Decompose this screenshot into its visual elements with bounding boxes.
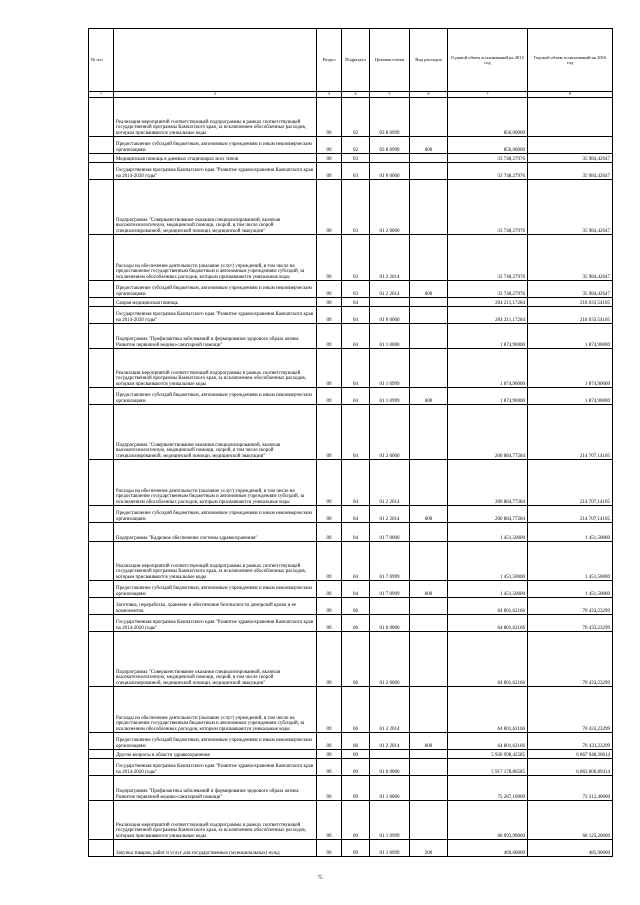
cell-2016: 214 707,14105	[528, 460, 613, 506]
header-row	[89, 29, 613, 92]
cell-subsection: 04	[342, 581, 370, 598]
cell-subsection: 06	[342, 632, 370, 687]
cell-section: 09	[317, 154, 342, 163]
cell-num	[89, 750, 114, 759]
cell-expense: 600	[410, 137, 448, 154]
cell-subsection: 03	[342, 154, 370, 163]
cell-subsection: 04	[342, 324, 370, 349]
cell-2015: 850,00000	[448, 98, 528, 137]
cell-subsection: 04	[342, 349, 370, 388]
cell-expense: 600	[410, 581, 448, 598]
cell-expense	[410, 163, 448, 180]
cell-2016: 35 984,42647	[528, 180, 613, 235]
cell-section: 09	[317, 298, 342, 307]
cell-2016: 1 451,50000	[528, 581, 613, 598]
cell-subsection: 03	[342, 163, 370, 180]
table-row	[89, 733, 613, 750]
header-expense: Вид расходов	[410, 29, 448, 92]
cell-name: Заготовка, переработка, хранение и обеспечение безопасности донорской крови и ее компонентов	[114, 598, 317, 615]
document-sheet	[88, 28, 612, 857]
column-number: 6	[410, 92, 448, 98]
cell-subsection: 09	[342, 776, 370, 801]
cell-num	[89, 405, 114, 460]
cell-2015: 64 801,62166	[448, 615, 528, 632]
cell-2015: 460,60000	[448, 840, 528, 857]
cell-section: 09	[317, 405, 342, 460]
cell-subsection: 04	[342, 460, 370, 506]
cell-section: 09	[317, 733, 342, 750]
table-row	[89, 776, 613, 801]
cell-section: 09	[317, 615, 342, 632]
cell-subsection: 09	[342, 840, 370, 857]
cell-subsection: 04	[342, 405, 370, 460]
cell-subsection: 06	[342, 687, 370, 733]
cell-num	[89, 154, 114, 163]
table-row	[89, 349, 613, 388]
cell-name: Подпрограмма "Профилактика заболеваний и формирование здорового образа жизни. Развитие первичной медико-санитарной помощи"	[114, 324, 317, 349]
cell-target: 01 2 2014	[370, 235, 410, 281]
table-row	[89, 840, 613, 857]
table-row	[89, 405, 613, 460]
cell-section: 09	[317, 235, 342, 281]
table-row	[89, 523, 613, 542]
cell-name: Предоставление субсидий бюджетным, автономным учреждениям и иным некоммерческим организациям	[114, 581, 317, 598]
cell-target	[370, 298, 410, 307]
cell-target: 01 0 0000	[370, 163, 410, 180]
table-row	[89, 324, 613, 349]
cell-num	[89, 776, 114, 801]
header-2016: Годовой объем ассигнований на 2016 год	[528, 29, 613, 92]
cell-2016: 485,90000	[528, 840, 613, 857]
cell-num	[89, 759, 114, 776]
cell-num	[89, 388, 114, 405]
cell-name: Расходы на обеспечение деятельности (оказание услуг) учреждений, в том числе на предоставление государственным бюджетным и автономным учреждениям субсидий, за исключением обособленных расходов, которым присваиваются уникальные коды	[114, 235, 317, 281]
cell-name: Реализация мероприятий соответствующей подпрограммы в рамках соответствующей государственной программы Камчатского края, за исключением обособленных расходов, которым присваиваются уникальные коды	[114, 542, 317, 581]
cell-2016: 1 874,90000	[528, 324, 613, 349]
cell-name: Подпрограмма "Кадровое обеспечение системы здравоохранения"	[114, 523, 317, 542]
cell-target: 01 7 0999	[370, 581, 410, 598]
cell-subsection: 06	[342, 733, 370, 750]
table-row	[89, 235, 613, 281]
cell-section: 09	[317, 163, 342, 180]
cell-target: 01 1 0999	[370, 388, 410, 405]
cell-subsection: 09	[342, 759, 370, 776]
cell-section: 09	[317, 840, 342, 857]
table-row	[89, 281, 613, 298]
cell-section: 09	[317, 281, 342, 298]
cell-name: Предоставление субсидий бюджетным, автономным учреждениям и иным некоммерческим организациям	[114, 281, 317, 298]
table-row	[89, 98, 613, 137]
cell-name: Предоставление субсидий бюджетным, автономным учреждениям и иным некоммерческим организациям	[114, 137, 317, 154]
cell-section: 09	[317, 506, 342, 523]
cell-2015: 5 936 998,42585	[448, 750, 528, 759]
table-row	[89, 154, 613, 163]
cell-expense	[410, 324, 448, 349]
table-row	[89, 180, 613, 235]
cell-num	[89, 506, 114, 523]
cell-target: 01 2 2014	[370, 460, 410, 506]
table-row	[89, 163, 613, 180]
cell-name: Предоставление субсидий бюджетным, автономным учреждениям и иным некоммерческим организациям	[114, 388, 317, 405]
cell-2015: 204 211,17284	[448, 298, 528, 307]
cell-num	[89, 542, 114, 581]
cell-expense	[410, 750, 448, 759]
column-number: 7	[448, 92, 528, 98]
cell-section: 09	[317, 460, 342, 506]
cell-num	[89, 298, 114, 307]
cell-2015: 1 874,90000	[448, 324, 528, 349]
cell-num	[89, 98, 114, 137]
cell-2015: 1 451,50000	[448, 542, 528, 581]
cell-2016: 70 433,23299	[528, 615, 613, 632]
cell-num	[89, 523, 114, 542]
cell-expense	[410, 180, 448, 235]
cell-subsection: 02	[342, 98, 370, 137]
cell-name: Подпрограмма "Совершенствование оказания специализированной, включая высокотехнологичную, медицинской помощи, скорой, в том числе скорой специализированной, медицинской помощи, медицинской эвакуации"	[114, 180, 317, 235]
cell-expense	[410, 298, 448, 307]
cell-2016: 218 033,54105	[528, 298, 613, 307]
cell-name: Государственная программа Камчатского края "Развитие здравоохранения Камчатского края на 2014-2020 годы"	[114, 163, 317, 180]
cell-target: 01 0 0000	[370, 307, 410, 324]
table-row	[89, 137, 613, 154]
cell-2016: 1 874,90000	[528, 349, 613, 388]
cell-2016: 1 451,50000	[528, 542, 613, 581]
cell-expense	[410, 460, 448, 506]
cell-subsection: 03	[342, 180, 370, 235]
cell-expense	[410, 801, 448, 840]
cell-target: 01 1 0999	[370, 349, 410, 388]
cell-target: 01 0 0000	[370, 759, 410, 776]
cell-subsection: 03	[342, 281, 370, 298]
cell-expense	[410, 307, 448, 324]
table-row	[89, 460, 613, 506]
cell-num	[89, 615, 114, 632]
cell-num	[89, 349, 114, 388]
cell-2015: 204 211,17284	[448, 307, 528, 324]
cell-subsection: 09	[342, 801, 370, 840]
cell-name: Реализация мероприятий соответствующей подпрограммы в рамках соответствующей государственной программы Камчатского края, за исключением обособленных расходов, которым присваиваются уникальные коды	[114, 349, 317, 388]
cell-2016: 70 433,23299	[528, 687, 613, 733]
cell-section: 09	[317, 632, 342, 687]
cell-target	[370, 750, 410, 759]
cell-target: 01 2 2014	[370, 687, 410, 733]
header-num: № п/п	[89, 29, 114, 92]
cell-2016: 70 433,23299	[528, 733, 613, 750]
column-number: 8	[528, 92, 613, 98]
cell-expense	[410, 98, 448, 137]
cell-num	[89, 235, 114, 281]
cell-name: Медицинская помощь в дневных стационарах всех типов	[114, 154, 317, 163]
cell-name: Подпрограмма "Профилактика заболеваний и формирование здорового образа жизни. Развитие первичной медико-санитарной помощи"	[114, 776, 317, 801]
cell-2015: 33 748,27976	[448, 180, 528, 235]
cell-section: 09	[317, 98, 342, 137]
cell-section: 09	[317, 687, 342, 733]
cell-name: Реализация мероприятий соответствующей подпрограммы в рамках соответствующей государственной программы Камчатского края, за исключением обособленных расходов, которым присваиваются уникальные коды	[114, 801, 317, 840]
cell-subsection: 04	[342, 523, 370, 542]
cell-expense	[410, 154, 448, 163]
cell-2015: 1 451,50000	[448, 581, 528, 598]
cell-section: 09	[317, 598, 342, 615]
cell-target: 01 2 0000	[370, 180, 410, 235]
page-number: 75	[317, 876, 323, 881]
cell-section: 09	[317, 776, 342, 801]
cell-expense	[410, 235, 448, 281]
cell-2015: 1 874,90000	[448, 349, 528, 388]
table-row	[89, 687, 613, 733]
cell-2015: 64 801,62166	[448, 632, 528, 687]
cell-2016: 218 033,54105	[528, 307, 613, 324]
cell-2015: 64 801,62166	[448, 687, 528, 733]
cell-expense	[410, 598, 448, 615]
cell-2016: 1 451,50000	[528, 523, 613, 542]
cell-target: 01 2 2014	[370, 281, 410, 298]
cell-target: 03 8 0999	[370, 98, 410, 137]
table-row	[89, 298, 613, 307]
cell-expense: 200	[410, 840, 448, 857]
cell-expense	[410, 405, 448, 460]
cell-target: 01 1 0999	[370, 840, 410, 857]
cell-target: 03 8 0999	[370, 137, 410, 154]
cell-2015: 33 748,27976	[448, 154, 528, 163]
cell-subsection: 04	[342, 542, 370, 581]
table-row	[89, 750, 613, 759]
cell-2015: 33 748,27976	[448, 281, 528, 298]
cell-target	[370, 598, 410, 615]
table-row	[89, 506, 613, 523]
cell-2016: 35 984,42647	[528, 163, 613, 180]
cell-num	[89, 460, 114, 506]
cell-section: 09	[317, 750, 342, 759]
cell-expense: 600	[410, 733, 448, 750]
column-number: 4	[342, 92, 370, 98]
cell-name: Государственная программа Камчатского края "Развитие здравоохранения Камчатского края на 2014-2020 годы"	[114, 615, 317, 632]
cell-num	[89, 281, 114, 298]
table-row	[89, 388, 613, 405]
column-number: 1	[89, 92, 114, 98]
cell-num	[89, 598, 114, 615]
table-row	[89, 632, 613, 687]
cell-section: 09	[317, 542, 342, 581]
cell-2015: 64 801,62166	[448, 733, 528, 750]
cell-2015: 33 748,27976	[448, 235, 528, 281]
cell-2015: 68 093,90000	[448, 801, 528, 840]
cell-subsection: 03	[342, 235, 370, 281]
cell-subsection: 09	[342, 750, 370, 759]
table-row	[89, 307, 613, 324]
cell-name: Государственная программа Камчатского края "Развитие здравоохранения Камчатского края на 2014-2020 годы"	[114, 759, 317, 776]
cell-2016: 35 984,42647	[528, 281, 613, 298]
cell-num	[89, 687, 114, 733]
cell-expense	[410, 632, 448, 687]
budget-table	[88, 28, 613, 857]
cell-name: Подпрограмма "Совершенствование оказания специализированной, включая высокотехнологичную, медицинской помощи, скорой, в том числе скорой специализированной, медицинской помощи, медицинской эвакуации"	[114, 405, 317, 460]
cell-section: 09	[317, 581, 342, 598]
cell-subsection: 06	[342, 615, 370, 632]
table-body	[89, 98, 613, 857]
cell-target: 01 0 0000	[370, 615, 410, 632]
table-row	[89, 759, 613, 776]
cell-2015: 75 287,10000	[448, 776, 528, 801]
cell-name: Предоставление субсидий бюджетным, автономным учреждениям и иным некоммерческим организациям	[114, 506, 317, 523]
cell-2015: 200 884,77284	[448, 405, 528, 460]
cell-name: Предоставление субсидий бюджетным, автономным учреждениям и иным некоммерческим организациям	[114, 733, 317, 750]
cell-expense	[410, 776, 448, 801]
cell-num	[89, 324, 114, 349]
cell-section: 09	[317, 388, 342, 405]
cell-section: 09	[317, 307, 342, 324]
cell-target: 01 2 0000	[370, 632, 410, 687]
cell-subsection: 04	[342, 388, 370, 405]
cell-target: 01 2 2014	[370, 506, 410, 523]
cell-num	[89, 733, 114, 750]
column-number: 5	[370, 92, 410, 98]
cell-name: Расходы на обеспечение деятельности (оказание услуг) учреждений, в том числе на предоставление государственным бюджетным и автономным учреждениям субсидий, за исключением обособленных расходов, которым присваиваются уникальные коды	[114, 460, 317, 506]
cell-2015: 200 884,77284	[448, 506, 528, 523]
column-number: 2	[114, 92, 317, 98]
cell-target: 01 1 0000	[370, 324, 410, 349]
header-subsection: Подраздел	[342, 29, 370, 92]
cell-expense	[410, 615, 448, 632]
cell-section: 09	[317, 180, 342, 235]
header-name	[114, 29, 317, 92]
cell-expense: 600	[410, 506, 448, 523]
cell-2015: 850,00000	[448, 137, 528, 154]
cell-2016: 6 867 948,30614	[528, 750, 613, 759]
cell-2016: 75 312,40000	[528, 776, 613, 801]
cell-num	[89, 840, 114, 857]
header-section: Раздел	[317, 29, 342, 92]
cell-target: 01 7 0999	[370, 542, 410, 581]
cell-expense: 600	[410, 281, 448, 298]
cell-target	[370, 154, 410, 163]
cell-section: 09	[317, 349, 342, 388]
cell-2016: 70 433,23299	[528, 598, 613, 615]
cell-2016: 70 433,23299	[528, 632, 613, 687]
cell-2016: 214 707,14105	[528, 405, 613, 460]
cell-expense	[410, 687, 448, 733]
cell-2016: 68 123,20000	[528, 801, 613, 840]
cell-2016: 214 707,14105	[528, 506, 613, 523]
cell-name: Расходы на обеспечение деятельности (оказание услуг) учреждений, в том числе на предоставление государственным бюджетным и автономным учреждениям субсидий, за исключением обособленных расходов, которым присваиваются уникальные коды	[114, 687, 317, 733]
cell-num	[89, 163, 114, 180]
cell-2016	[528, 137, 613, 154]
cell-expense: 600	[410, 388, 448, 405]
column-number: 3	[317, 92, 342, 98]
cell-num	[89, 180, 114, 235]
header-2015: Годовой объем ассигнований на 2015 год	[448, 29, 528, 92]
cell-2015: 33 748,27976	[448, 163, 528, 180]
cell-name: Подпрограмма "Совершенствование оказания специализированной, включая высокотехнологичную, медицинской помощи, скорой, в том числе скорой специализированной, медицинской помощи, медицинской эвакуации"	[114, 632, 317, 687]
cell-target: 01 7 0000	[370, 523, 410, 542]
table-row	[89, 615, 613, 632]
cell-name: Скорая медицинская помощь	[114, 298, 317, 307]
cell-target: 01 2 2014	[370, 733, 410, 750]
table-row	[89, 581, 613, 598]
cell-section: 09	[317, 801, 342, 840]
cell-expense	[410, 349, 448, 388]
cell-2015: 5 917 178,86585	[448, 759, 528, 776]
cell-2015: 1 874,90000	[448, 388, 528, 405]
cell-num	[89, 632, 114, 687]
cell-num	[89, 801, 114, 840]
cell-num	[89, 137, 114, 154]
cell-target: 01 1 0999	[370, 801, 410, 840]
cell-2016: 35 984,42647	[528, 154, 613, 163]
cell-expense	[410, 759, 448, 776]
cell-name: Государственная программа Камчатского края "Развитие здравоохранения Камчатского края на 2014-2020 годы"	[114, 307, 317, 324]
cell-target: 01 1 0000	[370, 776, 410, 801]
cell-target: 01 2 0000	[370, 405, 410, 460]
cell-section: 09	[317, 324, 342, 349]
cell-2015: 1 451,50000	[448, 523, 528, 542]
cell-name: Реализация мероприятий соответствующей подпрограммы в рамках соответствующей государственной программы Камчатского края, за исключением обособленных расходов, которым присваиваются уникальные коды	[114, 98, 317, 137]
cell-section: 09	[317, 523, 342, 542]
cell-subsection: 04	[342, 506, 370, 523]
cell-name: Другие вопросы в области здравоохранения	[114, 750, 317, 759]
header-target: Целевая статья	[370, 29, 410, 92]
cell-section: 09	[317, 759, 342, 776]
cell-expense	[410, 523, 448, 542]
table-row	[89, 801, 613, 840]
cell-2016	[528, 98, 613, 137]
cell-2016: 1 874,90000	[528, 388, 613, 405]
cell-expense	[410, 542, 448, 581]
cell-name: Закупка товаров, работ и услуг для государственных (муниципальных) нужд	[114, 840, 317, 857]
cell-subsection: 04	[342, 298, 370, 307]
cell-subsection: 02	[342, 137, 370, 154]
table-row	[89, 598, 613, 615]
cell-2016: 35 984,42647	[528, 235, 613, 281]
table-row	[89, 542, 613, 581]
cell-subsection: 04	[342, 307, 370, 324]
cell-subsection: 06	[342, 598, 370, 615]
cell-2016: 6 863 800,89414	[528, 759, 613, 776]
cell-num	[89, 581, 114, 598]
cell-2015: 200 884,77284	[448, 460, 528, 506]
cell-2015: 64 801,62166	[448, 598, 528, 615]
cell-num	[89, 307, 114, 324]
cell-section: 09	[317, 137, 342, 154]
